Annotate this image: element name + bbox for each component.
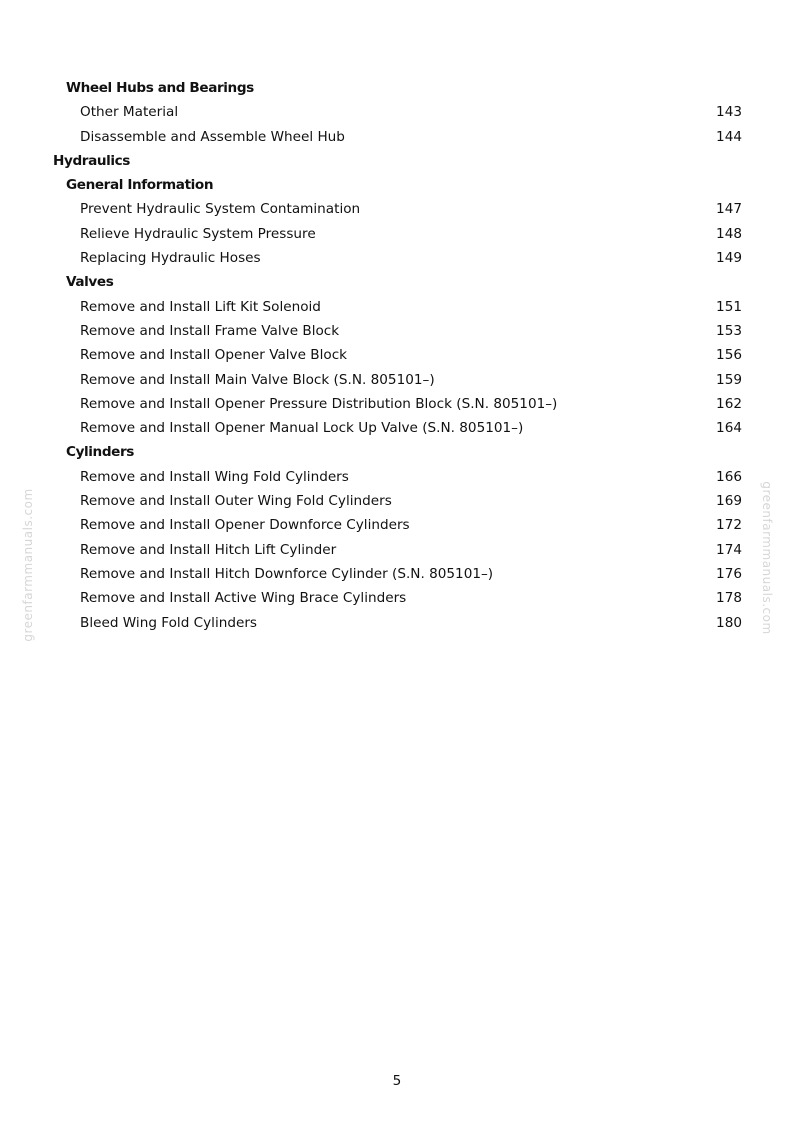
toc-entry-page: 166: [716, 468, 742, 485]
toc-entry-page: 169: [716, 493, 742, 510]
watermark-right: greenfarmmanuals.com: [760, 481, 774, 635]
toc-entry-title: Disassemble and Assemble Wheel Hub: [80, 128, 345, 145]
toc-entry-title: Wheel Hubs and Bearings: [66, 80, 254, 96]
toc-entry[interactable]: [0, 440, 794, 464]
page-number: 5: [392, 1073, 402, 1089]
toc-entry[interactable]: [0, 246, 794, 270]
toc-entry[interactable]: [0, 197, 794, 221]
toc-entry-page: 180: [716, 614, 742, 631]
toc-entry[interactable]: [0, 222, 794, 246]
toc-entry-page: 148: [716, 225, 742, 242]
toc-entry-page: 174: [716, 541, 742, 558]
toc-entry[interactable]: [0, 100, 794, 124]
toc-entry-title: Remove and Install Main Valve Block (S.N. 805101–): [80, 371, 435, 388]
toc-entry[interactable]: [0, 295, 794, 319]
toc-entry-title: Remove and Install Outer Wing Fold Cylinders: [80, 493, 392, 510]
toc-entry-title: Remove and Install Hitch Lift Cylinder: [80, 541, 337, 558]
toc-entry[interactable]: [0, 392, 794, 416]
toc-entry-title: Remove and Install Lift Kit Solenoid: [80, 298, 321, 315]
toc-entry[interactable]: [0, 368, 794, 392]
toc-entry[interactable]: [0, 149, 794, 173]
toc-entry-page: 172: [716, 517, 742, 534]
toc-entry-page: 178: [716, 590, 742, 607]
toc-entry-page: 144: [716, 128, 742, 145]
toc-entry-title: Cylinders: [66, 444, 134, 461]
watermark-left: greenfarmmanuals.com: [21, 488, 35, 642]
toc-entry-title: Prevent Hydraulic System Contamination: [80, 201, 361, 218]
toc-entry-page: 162: [716, 395, 742, 412]
toc-entry-title: Remove and Install Wing Fold Cylinders: [80, 468, 349, 485]
toc-entry-title: Remove and Install Opener Valve Block: [80, 347, 348, 364]
toc-entry-title: Remove and Install Opener Downforce Cylinders: [80, 517, 410, 534]
toc-entry[interactable]: [0, 586, 794, 610]
toc-entry-title: Remove and Install Frame Valve Block: [80, 322, 340, 339]
toc-entry[interactable]: [0, 173, 794, 197]
toc-entry-page: 164: [716, 420, 742, 437]
toc-entry-title: Remove and Install Hitch Downforce Cylinder (S.N. 805101–): [80, 565, 494, 582]
toc-entry[interactable]: [0, 319, 794, 343]
toc-entry[interactable]: [0, 489, 794, 513]
toc-entry-page: 153: [716, 322, 742, 339]
toc-entry-title: Valves: [66, 274, 114, 291]
toc-entry-page: 147: [716, 201, 742, 218]
toc-entry-title: Other Material: [80, 104, 179, 121]
toc-entry[interactable]: [0, 270, 794, 294]
toc-entry[interactable]: [0, 125, 794, 149]
toc-entry-title: Hydraulics: [53, 152, 130, 169]
toc-entry[interactable]: [0, 416, 794, 440]
toc-entry-title: Relieve Hydraulic System Pressure: [80, 225, 316, 242]
table-of-contents: [0, 76, 794, 635]
toc-entry-title: Remove and Install Active Wing Brace Cylinders: [80, 590, 407, 607]
toc-entry[interactable]: [0, 538, 794, 562]
toc-entry-page: 143: [716, 104, 742, 121]
toc-entry-title: Remove and Install Opener Manual Lock Up Valve (S.N. 805101–): [80, 420, 524, 437]
toc-entry-page: 176: [716, 565, 742, 582]
toc-entry-page: 149: [716, 250, 742, 267]
toc-entry-page: 151: [716, 298, 742, 315]
toc-entry-title: General Information: [66, 177, 214, 194]
toc-entry-title: Bleed Wing Fold Cylinders: [80, 614, 258, 631]
toc-entry[interactable]: [0, 343, 794, 367]
toc-entry-page: 156: [716, 347, 742, 364]
toc-entry[interactable]: [0, 513, 794, 537]
toc-entry-title: Remove and Install Opener Pressure Distribution Block (S.N. 805101–): [80, 395, 558, 412]
toc-entry[interactable]: [0, 465, 794, 489]
toc-entry[interactable]: [0, 562, 794, 586]
toc-entry[interactable]: [0, 611, 794, 635]
toc-entry[interactable]: [0, 76, 794, 100]
toc-entry-page: 159: [716, 371, 742, 388]
toc-entry-title: Replacing Hydraulic Hoses: [80, 250, 261, 267]
